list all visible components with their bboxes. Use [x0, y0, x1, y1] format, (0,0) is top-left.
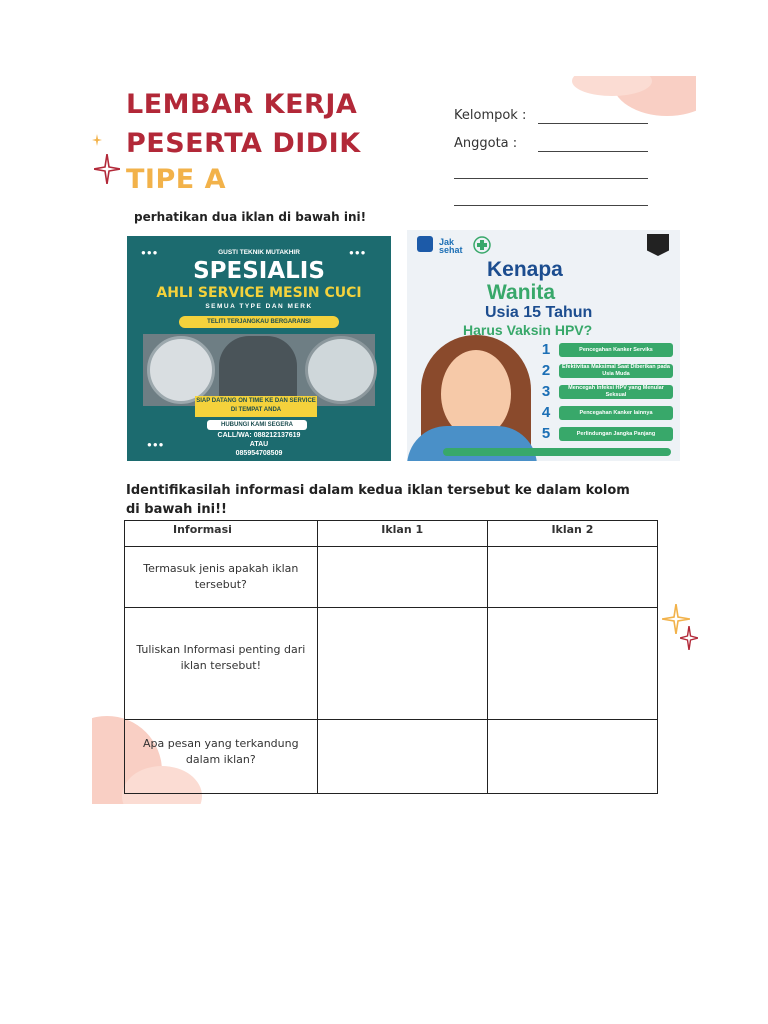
ad-2-hpv-vaccine	[407, 230, 680, 461]
benefit-1: Pencegahan Kanker Serviks	[559, 343, 673, 357]
dots-icon-top-left: ●●●	[141, 248, 159, 257]
jakarta-logo-icon	[417, 236, 433, 252]
table-header-row	[125, 521, 658, 547]
header-informasi: Informasi	[125, 521, 318, 547]
ad1-tagline: TELITI TERJANGKAU BERGARANSI	[179, 316, 339, 328]
ad2-line-4: Harus Vaksin HPV?	[463, 322, 593, 338]
anggota-line-2[interactable]	[454, 178, 648, 179]
answer-table	[124, 520, 658, 794]
woman-face	[441, 350, 511, 438]
benefit-num-4: 4	[541, 404, 551, 421]
kelompok-line[interactable]	[538, 123, 648, 124]
worksheet-page	[92, 76, 696, 804]
sparkle-icon-left	[94, 154, 120, 184]
table-row	[125, 608, 658, 720]
kelompok-label: Kelompok :	[454, 108, 527, 123]
benefit-num-1: 1	[541, 341, 551, 358]
ad1-ontime-box: SIAP DATANG ON TIME KE DAN SERVICE DI TEMPAT ANDA	[195, 396, 317, 417]
anggota-line-3[interactable]	[454, 205, 648, 206]
table-row	[125, 547, 658, 608]
ad1-headline-1: SPESIALIS	[193, 258, 325, 284]
washing-machine-icon-right	[305, 336, 377, 404]
sparkle-icon-left-small	[92, 134, 102, 146]
ad-1-washing-machine	[127, 236, 391, 461]
answer-cell-iklan-2-row-2[interactable]	[487, 608, 657, 720]
title-line-1: LEMBAR KERJA	[126, 89, 358, 120]
ad1-subhead: SEMUA TYPE DAN MERK	[205, 303, 313, 310]
benefit-num-3: 3	[541, 383, 551, 400]
benefit-3: Mencegah Infeksi HPV yang Menular Seksual	[559, 385, 673, 399]
header-iklan-2: Iklan 2	[487, 521, 657, 547]
question-3: Apa pesan yang terkandung dalam iklan?	[125, 720, 318, 794]
dots-icon-top-right: ●●●	[349, 248, 367, 257]
ad1-brand: GUSTI TEKNIK MUTAKHIR	[218, 249, 300, 256]
anggota-line-1[interactable]	[538, 151, 648, 152]
ad2-line-3: Usia 15 Tahun	[485, 304, 593, 321]
ad1-atau: ATAU	[249, 441, 269, 448]
answer-cell-iklan-2-row-1[interactable]	[487, 547, 657, 608]
benefit-2: Efektivitas Maksimal Saat Diberikan pada Usia Muda	[559, 364, 673, 378]
ad2-line-1: Kenapa	[487, 258, 563, 281]
header-iklan-1: Iklan 1	[317, 521, 487, 547]
dots-icon-bottom-left: ●●●	[147, 440, 165, 449]
task-instruction: Identifikasilah informasi dalam kedua iklan tersebut ke dalam kolom di bawah ini!!	[126, 483, 630, 517]
ad2-footer-bar	[443, 448, 671, 456]
intro-text: perhatikan dua iklan di bawah ini!	[134, 210, 367, 224]
ad2-line-2: Wanita	[487, 281, 556, 304]
title-line-2: PESERTA DIDIK	[126, 128, 361, 159]
jaksehat-logo: Jak sehat	[439, 237, 463, 255]
title-line-3: TIPE A	[126, 164, 226, 195]
washing-machine-icon-left	[147, 336, 215, 404]
benefit-5: Perlindungan Jangka Panjang	[559, 427, 673, 441]
question-2: Tuliskan Informasi penting dari iklan tersebut!	[125, 608, 318, 720]
sparkle-icon-right-small	[680, 626, 698, 650]
answer-cell-iklan-1-row-1[interactable]	[317, 547, 487, 608]
benefit-num-2: 2	[541, 362, 551, 379]
benefit-4: Pencegahan Kanker lainnya	[559, 406, 673, 420]
question-1: Termasuk jenis apakah iklan tersebut?	[125, 547, 318, 608]
ad1-headline-2: AHLI SERVICE MESIN CUCI	[156, 285, 362, 301]
ad1-phone-2: 085954708509	[235, 450, 283, 457]
answer-cell-iklan-1-row-3[interactable]	[317, 720, 487, 794]
answer-cell-iklan-2-row-3[interactable]	[487, 720, 657, 794]
benefit-num-5: 5	[541, 425, 551, 442]
health-cross-icon	[473, 236, 491, 254]
ad1-phone-1: CALL/WA: 088212137619	[217, 432, 301, 439]
answer-cell-iklan-1-row-2[interactable]	[317, 608, 487, 720]
anggota-label: Anggota :	[454, 136, 518, 151]
table-row	[125, 720, 658, 794]
ad1-cta: HUBUNGI KAMI SEGERA	[207, 420, 307, 430]
badge-icon	[647, 234, 669, 256]
